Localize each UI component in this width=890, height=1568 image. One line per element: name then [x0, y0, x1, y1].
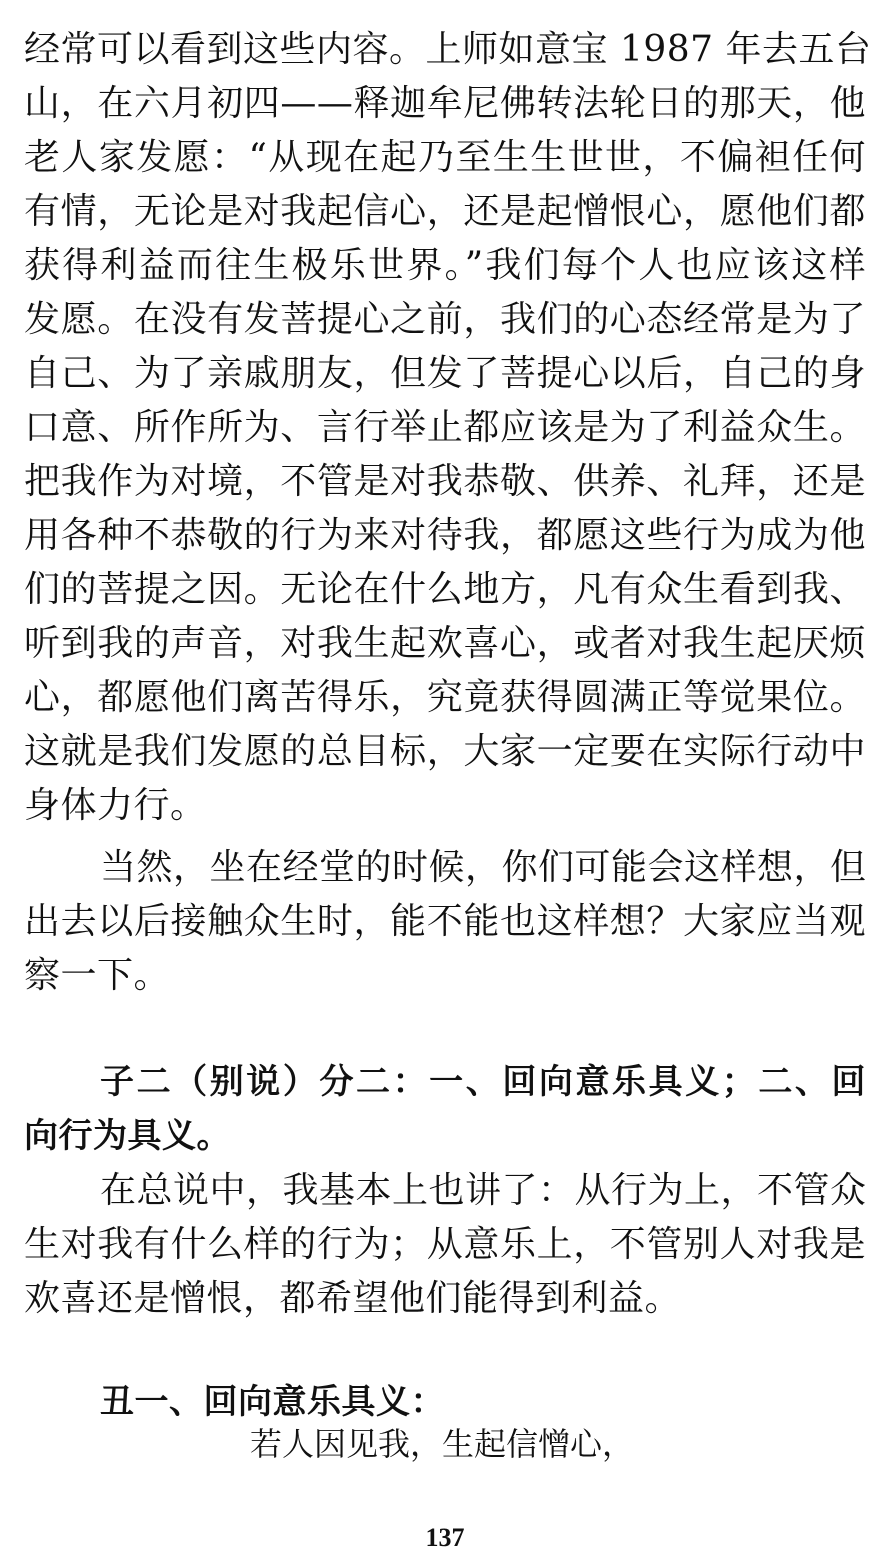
text-line: 心，都愿他们离苦得乐，究竟获得圆满正等觉果位。: [24, 677, 866, 718]
text-line: 当然，坐在经堂的时候，你们可能会这样想，但: [100, 847, 867, 888]
subsection-heading: 丑一、回向意乐具义：: [100, 1382, 445, 1422]
text-line: 身体力行。: [24, 785, 207, 826]
text-line: 欢喜还是憎恨，都希望他们能得到利益。: [24, 1278, 682, 1319]
text-line: 出去以后接触众生时，能不能也这样想？大家应当观: [24, 901, 866, 942]
text-line: 经常可以看到这些内容。上师如意宝 1987 年去五台: [24, 29, 872, 70]
text-line: 生对我有什么样的行为；从意乐上，不管别人对我是: [24, 1224, 866, 1265]
text-line: 这就是我们发愿的总目标，大家一定要在实际行动中: [24, 731, 866, 772]
text-line: 有情，无论是对我起信心，还是起憎恨心，愿他们都: [24, 191, 866, 232]
text-line: 听到我的声音，对我生起欢喜心，或者对我生起厌烦: [24, 623, 866, 664]
text-line: 山，在六月初四——释迦牟尼佛转法轮日的那天，他: [24, 83, 866, 124]
text-line: 老人家发愿：“从现在起乃至生生世世，不偏袒任何: [24, 137, 866, 178]
page-number: 137: [425, 1523, 465, 1552]
section-heading: 子二（别说）分二：一、回向意乐具义；二、回: [100, 1062, 866, 1102]
text-line: 口意、所作所为、言行举止都应该是为了利益众生。: [24, 407, 866, 448]
verse-line: 若人因见我，生起信憎心，: [250, 1425, 635, 1463]
text-line: 察一下。: [24, 955, 171, 996]
text-line: 把我作为对境，不管是对我恭敬、供养、礼拜，还是: [24, 461, 866, 502]
text-line: 用各种不恭敬的行为来对待我，都愿这些行为成为他: [24, 515, 866, 556]
text-line: 在总说中，我基本上也讲了：从行为上，不管众: [100, 1170, 867, 1211]
text-line: 自己、为了亲戚朋友，但发了菩提心以后，自己的身: [24, 353, 866, 394]
section-heading: 向行为具义。: [24, 1116, 231, 1156]
text-line: 们的菩提之因。无论在什么地方，凡有众生看到我、: [24, 569, 866, 610]
text-line: 获得利益而往生极乐世界。”我们每个人也应该这样: [24, 245, 866, 286]
text-line: 发愿。在没有发菩提心之前，我们的心态经常是为了: [24, 299, 866, 340]
